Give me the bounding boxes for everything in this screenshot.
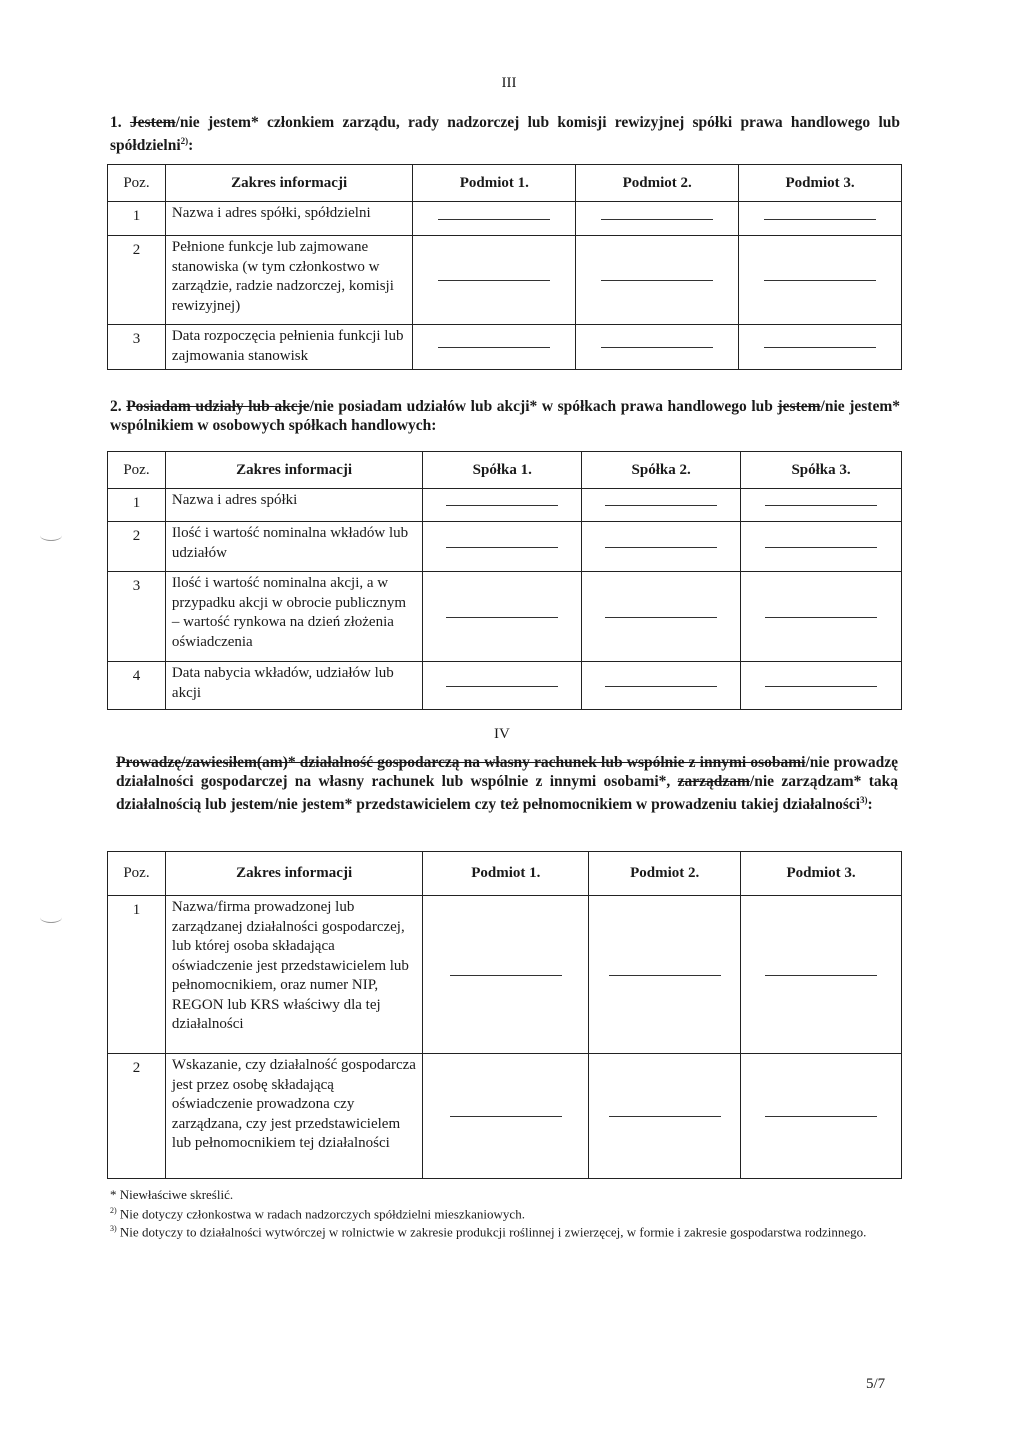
entry-field[interactable] — [423, 572, 582, 662]
section-2-struck-text: Posiadam udziały lub akcje — [126, 398, 310, 415]
header-zakres: Zakres informacji — [165, 165, 412, 202]
row-number: 1 — [108, 896, 166, 1054]
entry-field[interactable] — [576, 202, 739, 236]
entry-field[interactable] — [589, 896, 741, 1054]
section-4-text-2: /nie zarządzam* taką działalnością lub jestem/nie jestem* przedstawicielem czy też pełnomocnikiem w prowadzeniu takiej działalności — [116, 773, 898, 814]
header-podmiot-1: Podmiot 1. — [423, 852, 589, 896]
row-number: 2 — [108, 522, 166, 572]
table-section-2 — [107, 451, 902, 710]
section-2-text: /nie posiadam udziałów lub akcji* w spółkach prawa handlowego lub — [309, 398, 778, 415]
entry-field[interactable] — [739, 202, 902, 236]
header-zakres: Zakres informacji — [165, 452, 422, 489]
entry-field[interactable] — [423, 522, 582, 572]
table-section-1 — [107, 164, 902, 370]
entry-field[interactable] — [413, 236, 576, 325]
footnote-ref-3: 3) — [860, 795, 868, 805]
entry-field[interactable] — [423, 896, 589, 1054]
footnote-star: * Niewłaściwe skreślić. — [110, 1187, 234, 1202]
entry-field[interactable] — [582, 489, 741, 522]
entry-field[interactable] — [423, 489, 582, 522]
header-spolka-2: Spółka 2. — [582, 452, 741, 489]
scan-mark — [40, 530, 62, 541]
table-row — [108, 896, 902, 1054]
table-header-row — [108, 165, 902, 202]
row-number: 3 — [108, 325, 166, 370]
entry-field[interactable] — [423, 662, 582, 710]
header-podmiot-2: Podmiot 2. — [576, 165, 739, 202]
table-row — [108, 236, 902, 325]
header-podmiot-3: Podmiot 3. — [741, 852, 902, 896]
entry-field[interactable] — [582, 662, 741, 710]
section-1-struck-text: Jestem — [129, 114, 176, 131]
table-row — [108, 489, 902, 522]
entry-field[interactable] — [741, 572, 902, 662]
row-number: 2 — [108, 236, 166, 325]
footnote-ref-2: 2) — [180, 136, 189, 146]
table-header-row — [108, 452, 902, 489]
section-4-statement: Prowadzę/zawiesiłem(am)* działalność gospodarczą na własny rachunek lub wspólnie z innymi osobami/nie prowadzę działalności gospodarczej na własny rachunek lub wspólnie z innymi osobami*, zarządzam/nie zarządzam* taką działalnością lub jestem/nie jestem* przedstawicielem czy też pełnomocnikiem w prowadzeniu takiej działalności$^{3)}$: — [116, 754, 898, 814]
header-podmiot-3: Podmiot 3. — [739, 165, 902, 202]
table-row — [108, 202, 902, 236]
section-1-text: /nie jestem* członkiem zarządu, rady nadzorczej lub komisji rewizyjnej spółki prawa handlowego lub spółdzielni — [110, 114, 900, 155]
row-number: 4 — [108, 662, 166, 710]
table-row — [108, 1054, 902, 1179]
entry-field[interactable] — [582, 572, 741, 662]
section-4-struck-text: Prowadzę/zawiesiłem(am)* działalność gospodarczą na własny rachunek lub wspólnie z innymi osobami — [116, 754, 806, 771]
table-row — [108, 572, 902, 662]
section-heading-iv: IV — [494, 726, 510, 742]
section-2-number: 2. — [110, 398, 122, 415]
section-4-text: /nie prowadzę działalności gospodarczej na własny rachunek lub wspólnie z innymi osobami*, — [116, 754, 898, 790]
header-poz: Poz. — [108, 852, 166, 896]
row-number: 2 — [108, 1054, 166, 1179]
entry-field[interactable] — [413, 325, 576, 370]
table-section-4 — [107, 851, 902, 1179]
entry-field[interactable] — [739, 325, 902, 370]
row-description: Ilość i wartość nominalna akcji, a w przypadku akcji w obrocie publicznym – wartość rynkowa na dzień złożenia oświadczenia — [165, 572, 422, 662]
section-4-struck-text-2: zarządzam — [677, 773, 750, 790]
entry-field[interactable] — [423, 1054, 589, 1179]
header-spolka-3: Spółka 3. — [741, 452, 902, 489]
footnote-2: $^{2)}$ Nie dotyczy członkostwa w radach nadzorczych spółdzielni mieszkaniowych. — [110, 1205, 525, 1221]
header-zakres: Zakres informacji — [165, 852, 422, 896]
row-description: Wskazanie, czy działalność gospodarcza jest przez osobę składającą oświadczenie prowadzona czy zarządzana, czy jest przedstawicielem lub pełnomocnikiem tej działalności — [165, 1054, 422, 1179]
row-description: Nazwa/firma prowadzonej lub zarządzanej działalności gospodarczej, lub której osoba składająca oświadczenie jest przedstawicielem lub pełnomocnikiem, oraz numer NIP, REGON lub KRS właściwy dla tej działalności — [165, 896, 422, 1054]
entry-field[interactable] — [576, 236, 739, 325]
entry-field[interactable] — [582, 522, 741, 572]
section-1-statement: 1. Jestem/nie jestem* członkiem zarządu, rady nadzorczej lub komisji rewizyjnej spółki prawa handlowego lub spółdzielni$^{2)}$: — [110, 114, 900, 155]
entry-field[interactable] — [589, 1054, 741, 1179]
table-row — [108, 522, 902, 572]
header-poz: Poz. — [108, 452, 166, 489]
entry-field[interactable] — [739, 236, 902, 325]
page-number: 5/7 — [866, 1376, 886, 1392]
entry-field[interactable] — [741, 522, 902, 572]
row-number: 1 — [108, 202, 166, 236]
footnote-3: $^{3)}$ Nie dotyczy to działalności wytwórczej w rolnictwie w zakresie produkcji roślinnej i zwierzęcej, w formie i zakresie gospodarstwa rodzinnego. — [110, 1224, 867, 1240]
table-row — [108, 325, 902, 370]
row-description: Pełnione funkcje lub zajmowane stanowiska (w tym członkostwo w zarządzie, radzie nadzorczej, komisji rewizyjnej) — [165, 236, 412, 325]
section-2-struck-text-2: jestem — [777, 398, 821, 415]
row-description: Nazwa i adres spółki — [165, 489, 422, 522]
row-number: 1 — [108, 489, 166, 522]
section-heading-iii: III — [501, 75, 517, 91]
entry-field[interactable] — [741, 662, 902, 710]
table-header-row — [108, 852, 902, 896]
header-podmiot-1: Podmiot 1. — [413, 165, 576, 202]
header-poz: Poz. — [108, 165, 166, 202]
footnotes — [110, 1187, 900, 1240]
row-description: Data nabycia wkładów, udziałów lub akcji — [165, 662, 422, 710]
entry-field[interactable] — [576, 325, 739, 370]
header-spolka-1: Spółka 1. — [423, 452, 582, 489]
scan-mark — [40, 912, 62, 923]
row-description: Ilość i wartość nominalna wkładów lub udziałów — [165, 522, 422, 572]
section-1-number: 1. — [110, 114, 122, 131]
row-description: Data rozpoczęcia pełnienia funkcji lub zajmowania stanowisk — [165, 325, 412, 370]
table-row — [108, 662, 902, 710]
entry-field[interactable] — [413, 202, 576, 236]
row-number: 3 — [108, 572, 166, 662]
section-2-text-2: /nie jestem* wspólnikiem w osobowych spółkach handlowych: — [110, 398, 901, 434]
entry-field[interactable] — [741, 1054, 902, 1179]
entry-field[interactable] — [741, 489, 902, 522]
entry-field[interactable] — [741, 896, 902, 1054]
section-2-statement — [110, 397, 900, 435]
header-podmiot-2: Podmiot 2. — [589, 852, 741, 896]
row-description: Nazwa i adres spółki, spółdzielni — [165, 202, 412, 236]
